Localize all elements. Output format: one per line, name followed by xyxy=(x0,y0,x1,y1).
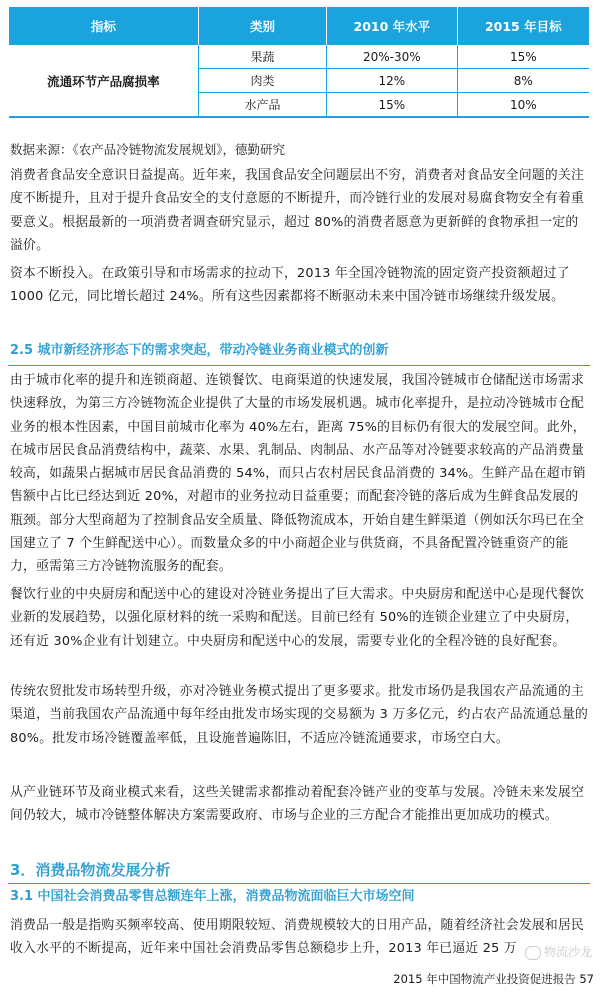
header-2010-level: 2010 年水平 xyxy=(327,7,458,45)
watermark xyxy=(498,944,592,960)
header-2015-target: 2015 年目标 xyxy=(457,7,589,45)
table-row xyxy=(9,45,589,69)
paragraph-consumer-goods: 消费品一般是指购买频率较高、使用期限较短、消费规模较大的日用产品，随着经济社会发展和居民收入水平的不断提高，近年来中国社会消费品零售总额稳步上升，2013 年已逼近 25 万 xyxy=(10,918,585,957)
paragraph-urbanization: 由于城市化率的提升和连锁商超、连锁餐饮、电商渠道的快速发展，我国冷链城市仓储配送市场需求快速释放，为第三方冷链物流企业提供了大量的市场发展机遇。城市化率提升，是拉动冷链城市仓配业务的根本性因素，中国目前城市化率为 40%左右，距离 75%的目标仍有很大的发展空间。此外，在城市居民食品消费结构中，蔬菜、水果、乳制品、肉制品、水产品等对冷链要求较高的产品消费量较高，如蔬果占据城市居民食品消费的 54%，而只占农村居民食品消费的 34%。生鲜产品在超市销售额中占比已经达到近 20%，对超市的业务拉动日益重要；而配套冷链的落后成为生鲜食品发展的瓶颈。部分大型商超为了控制食品安全质量、降低物流成本，开始自建生鲜渠道（例如沃尔玛已在全国建立了 7 个生鲜配送中心）。而数量众多的中小商超企业与供货商，不具备配置冷链重资产的能力，亟需第三方冷链物流服务的配套。 xyxy=(10,373,586,575)
subsection-heading-3-1: 3.1 中国社会消费品零售总额连年上涨，消费品物流面临巨大市场空间 xyxy=(10,889,415,904)
section-heading-3: 3．消费品物流发展分析 xyxy=(10,861,171,879)
data-source-note: 数据来源：《农产品冷链物流发展规划》，德勤研究 xyxy=(10,142,286,157)
spoilage-rate-table xyxy=(9,7,589,118)
cell-2010: 20%-30% xyxy=(327,45,458,69)
cell-2015: 8% xyxy=(457,69,589,93)
page-footer: 2015 年中国物流产业投资促进报告 57 xyxy=(393,972,594,986)
cell-2010: 12% xyxy=(327,69,458,93)
header-indicator: 指标 xyxy=(9,7,198,45)
watermark-text: 物流沙龙 xyxy=(543,945,592,959)
cell-category: 水产品 xyxy=(198,93,326,118)
table-header-row xyxy=(9,7,589,45)
chat-bubble-icon xyxy=(525,946,541,960)
paragraph-food-safety: 消费者食品安全意识日益提高。近年来，我国食品安全问题层出不穷，消费者对食品安全问题的关注度不断提升，且对于提升食品安全的支付意愿的不断提升，而冷链行业的发展对易腐食物安全有着重要意义。根据最新的一项消费者调查研究显示，超过 80%的消费者愿意为更新鲜的食物承担一定的溢价。 xyxy=(10,168,585,253)
paragraph-industry-chain: 从产业链环节及商业模式来看，这些关键需求都推动着配套冷链产业的变革与发展。冷链未来发展空间仍较大，城市冷链整体解决方案需要政府、市场与企业的三方配合才能推出更加成功的模式。 xyxy=(10,785,585,824)
header-category: 类别 xyxy=(198,7,326,45)
cell-2010: 15% xyxy=(327,93,458,118)
paragraph-capital-investment: 资本不断投入。在政策引导和市场需求的拉动下，2013 年全国冷链物流的固定资产投资额超过了 1000 亿元，同比增长超过 24%。所有这些因素都将不断驱动未来中国冷链市场继续升级发展。 xyxy=(10,266,570,305)
cell-2015: 15% xyxy=(457,45,589,69)
cell-2015: 10% xyxy=(457,93,589,118)
cell-category: 果蔬 xyxy=(198,45,326,69)
cell-category: 肉类 xyxy=(198,69,326,93)
row-label-spoilage-rate: 流通环节产品腐损率 xyxy=(9,45,198,117)
paragraph-wholesale-market: 传统农贸批发市场转型升级，亦对冷链业务模式提出了更多要求。批发市场仍是我国农产品流通的主渠道，当前我国农产品流通中每年经由批发市场实现的交易额为 3 万多亿元，约占农产品流通总量的 80%。批发市场冷链覆盖率低，且设施普遍陈旧，不适应冷链流通要求，市场空白大。 xyxy=(10,684,589,746)
section-divider xyxy=(8,883,590,884)
section-divider xyxy=(8,365,590,366)
subsection-heading-2-5: 2.5 城市新经济形态下的需求突起，带动冷链业务商业模式的创新 xyxy=(10,343,389,358)
paragraph-central-kitchen: 餐饮行业的中央厨房和配送中心的建设对冷链业务提出了巨大需求。中央厨房和配送中心是现代餐饮业新的发展趋势，以强化原材料的统一采购和配送。目前已经有 50%的连锁企业建立了中央厨房，还有近 30%企业有计划建立。中央厨房和配送中心的发展，需要专业化的全程冷链的良好配套。 xyxy=(10,587,585,649)
